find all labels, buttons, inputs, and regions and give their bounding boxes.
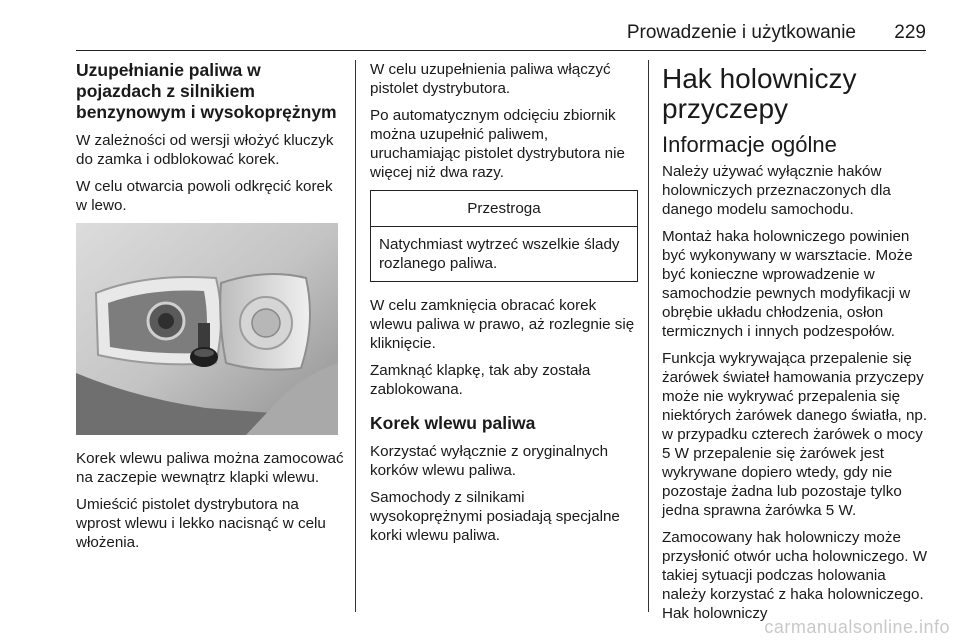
page-header [76,22,926,48]
paragraph: Umieścić pistolet dystrybutora na wprost wlewu i lekko nacisnąć w celu włożenia. [76,496,326,551]
column-middle [370,60,638,553]
paragraph: Funkcja wykrywająca przepalenie się żarówek świateł hamowania przyczepy może nie wykrywać przepalenia się niektórych żarówek danego światła, np. w przypadku czterech żarówek o mocy 5 W przepalenie się żarówek jest wykrywane dopiero wtedy, gdy nie pozostaje żadna lub pozostaje tylko jedna sprawna żarówka 5 W. [662,350,928,519]
paragraph: W celu otwarcia powoli odkręcić korek w lewo. [76,178,333,214]
paragraph: Samochody z silnikami wysokoprężnymi posiadają specjalne korki wlewu paliwa. [370,489,620,544]
caution-text: Natychmiast wytrzeć wszelkie ślady rozlanego paliwa. [379,236,620,272]
paragraph: W celu zamknięcia obracać korek wlewu paliwa w prawo, aż rozlegnie się kliknięcie. [370,297,635,352]
fuel-filler-photo [76,223,338,435]
column-divider-left [355,60,356,612]
caution-title: Przestroga [371,191,637,227]
paragraph: Montaż haka holowniczego powinien być wykonywany w warsztacie. Może być konieczne wprowadzenie w samochodzie pewnych modyfikacji w obrębie układu chłodzenia, osłon termicznych i innych podzespołów. [662,228,913,340]
section-heading-refuelling: Uzupełnianie paliwa w pojazdach z silnikiem benzynowym i wysokoprężnym [76,60,337,122]
column-right [662,60,930,631]
paragraph: Korzystać wyłącznie z oryginalnych korków wlewu paliwa. [370,443,609,479]
column-left [76,60,346,560]
watermark: carmanualsonline.info [764,617,950,637]
paragraph: Zamocowany hak holowniczy może przysłonić otwór ucha holowniczego. W takiej sytuacji podczas holowania należy korzystać z haka holowniczego. Hak holowniczy [662,529,928,622]
section-heading-general-info: Informacje ogólne [662,132,837,157]
header-divider [76,50,926,51]
chapter-title: Prowadzenie i użytkowanie [626,22,856,43]
paragraph: Zamknąć klapkę, tak aby została zablokowana. [370,362,591,398]
paragraph: W zależności od wersji włożyć kluczyk do zamka i odblokować korek. [76,132,334,168]
column-divider-right [648,60,649,612]
chapter-heading-tow-hitch: Hak holowniczy przyczepy [662,63,857,124]
caution-box [370,190,638,282]
paragraph: Należy używać wyłącznie haków holowniczych przeznaczonych dla danego modelu samochodu. [662,163,891,218]
paragraph: W celu uzupełnienia paliwa włączyć pistolet dystrybutora. [370,61,611,97]
paragraph: Korek wlewu paliwa można zamocować na zaczepie wewnątrz klapki wlewu. [76,450,344,486]
page-number: 229 [894,22,926,43]
section-heading-fuel-cap: Korek wlewu paliwa [370,413,536,433]
paragraph: Po automatycznym odcięciu zbiornik można uzupełnić paliwem, uruchamiając pistolet dystrybutora nie więcej niż dwa razy. [370,107,625,181]
